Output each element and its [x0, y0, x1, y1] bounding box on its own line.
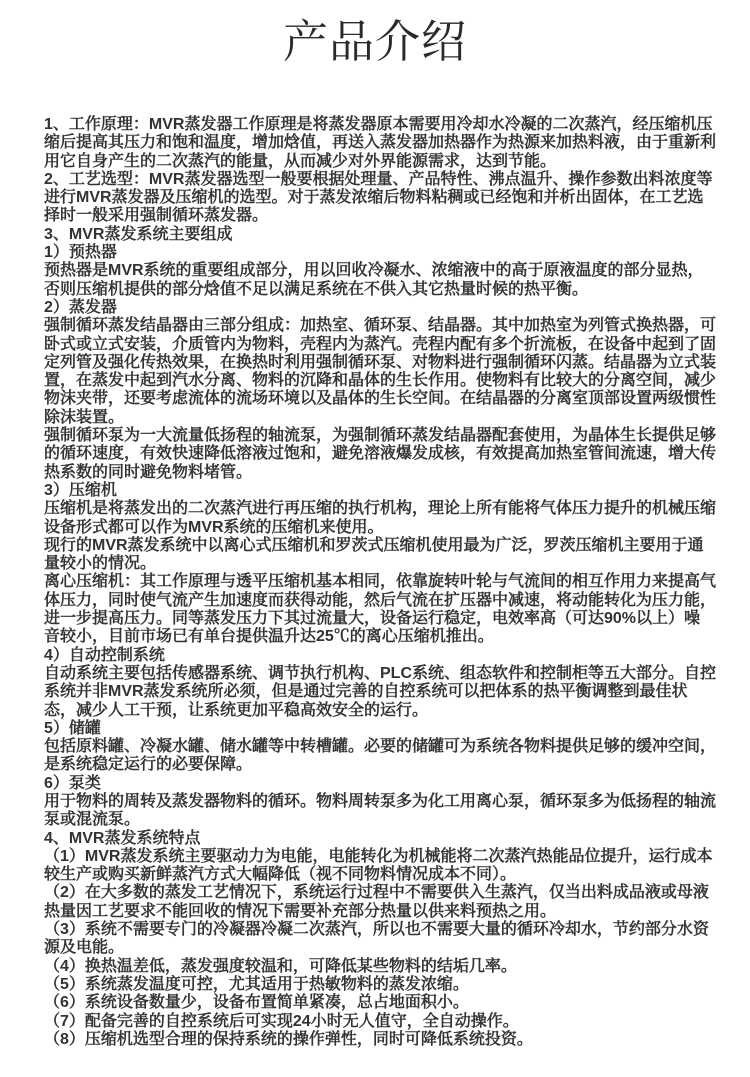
- paragraph: 1）预热器: [44, 244, 117, 262]
- paragraph: 1、工作原理：MVR蒸发器工作原理是将蒸发器原本需要用冷却水冷凝的二次蒸汽，经压缩机压缩后提高其压力和饱和温度，增加焓值，再送入蒸发器加热器作为热源来加热料液，由于重新利用它自身产生的二次蒸汽的能量，从而减少对外界能源需求，达到节能。: [44, 116, 717, 170]
- paragraph: 压缩机是将蒸发出的二次蒸汽进行再压缩的执行机构，理论上所有能将气体压力提升的机械压缩设备形式都可以作为MVR系统的压缩机来使用。: [44, 500, 717, 536]
- paragraph: 强制循环蒸发结晶器由三部分组成：加热室、循环泵、结晶器。其中加热室为列管式换热器，可卧式或立式安装，介质管内为物料，壳程内为蒸汽。壳程内配有多个折流板，在设备中起到了固定列管及强化传热效果，在换热时利用强制循环泵、对物料进行强制循环闪蒸。结晶器为立式装置，在蒸发中起到汽水分离、物料的沉降和晶体的生长作用。使物料有比较大的分离空间，减少物沫夹带，还要考虑流体的流场环境以及晶体的生长空间。在结晶器的分离室顶部设置两级惯性除沫装置。: [44, 317, 717, 426]
- paragraph: 现行的MVR蒸发系统中以离心式压缩机和罗茨式压缩机使用最为广泛，罗茨压缩机主要用于通量较小的情况。: [44, 536, 704, 573]
- paragraph: 4）自动控制系统: [44, 646, 165, 664]
- paragraph: 2、工艺选型：MVR蒸发器选型一般要根据处理量、产品特性、沸点温升、操作参数出料浓度等进行MVR蒸发器及压缩机的选型。对于蒸发浓缩后物料粘稠或已经饱和并析出固体，在工艺选择时一般采用强制循环蒸发器。: [44, 170, 713, 225]
- page-title: 产品介绍: [282, 16, 467, 67]
- paragraph: （5）系统蒸发温度可控，尤其适用于热敏物料的蒸发浓缩。: [44, 975, 469, 993]
- paragraph: （3）系统不需要专门的冷凝器冷凝二次蒸汽，所以也不需要大量的循环冷却水，节约部分水资源及电能。: [44, 921, 709, 957]
- paragraph: 自动系统主要包括传感器系统、调节执行机构、PLC系统、组态软件和控制柜等五大部分。自控系统并非MVR蒸发系统所必须，但是通过完善的自控系统可以把体系的热平衡调整到最佳状态，减少人工干预，让系统更加平稳高效安全的运行。: [44, 664, 717, 719]
- paragraph: 用于物料的周转及蒸发器物料的循环。物料周转泵多为化工用离心泵，循环泵多为低扬程的轴流泵或混流泵。: [44, 792, 717, 829]
- paragraph: 离心压缩机：其工作原理与透平压缩机基本相同，依靠旋转叶轮与气流间的相互作用力来提高气体压力，同时使气流产生加速度而获得动能，然后气流在扩压器中减速，将动能转化为压力能，进一步提高压力。同等蒸发压力下其过流量大，设备运行稳定，电效率高（可达90%以上）噪音较小，目前市场已有单台提供温升达25℃的离心压缩机推出。: [44, 573, 717, 646]
- paragraph: （8）压缩机选型合理的保持系统的操作弹性，同时可降低系统投资。: [44, 1030, 533, 1048]
- paragraph: 6）泵类: [44, 774, 101, 792]
- paragraph: （1）MVR蒸发系统主要驱动力为电能，电能转化为机械能将二次蒸汽热能品位提升，运行成本较生产或购买新鲜蒸汽方式大幅降低（视不同物料情况成本不同）。: [44, 847, 713, 884]
- paragraph: 包括原料罐、冷凝水罐、储水罐等中转槽罐。必要的储罐可为系统各物料提供足够的缓冲空间，是系统稳定运行的必要保障。: [44, 738, 717, 774]
- paragraph: （4）换热温差低，蒸发强度较温和，可降低某些物料的结垢几率。: [44, 957, 517, 975]
- paragraph: 3）压缩机: [44, 481, 117, 499]
- paragraph: 5）储罐: [44, 719, 101, 737]
- paragraph: （6）系统设备数量少，设备布置简单紧凑，总占地面积小。: [44, 994, 469, 1012]
- paragraph: 3、MVR蒸发系统主要组成: [44, 225, 233, 243]
- paragraph: （7）配备完善的自控系统后可实现24小时无人值守，全自动操作。: [44, 1012, 519, 1030]
- document-body: [0, 70, 750, 1049]
- paragraph: 预热器是MVR系统的重要组成部分，用以回收冷凝水、浓缩液中的高于原液温度的部分显热，否则压缩机提供的部分焓值不足以满足系统在不供入其它热量时候的热平衡。: [44, 262, 704, 298]
- paragraph: （2）在大多数的蒸发工艺情况下，系统运行过程中不需要供入生蒸汽，仅当出料成品液或母液热量因工艺要求不能回收的情况下需要补充部分热量以供来料预热之用。: [44, 884, 709, 920]
- paragraph: 4、MVR蒸发系统特点: [44, 829, 201, 847]
- paragraph: 2）蒸发器: [44, 298, 117, 316]
- paragraph: 强制循环泵为一大流量低扬程的轴流泵，为强制循环蒸发结晶器配套使用，为晶体生长提供足够的循环速度，有效快速降低溶液过饱和，避免溶液爆发成核，有效提高加热室管间流速，增大传热系数的同时避免物料堵管。: [44, 427, 717, 481]
